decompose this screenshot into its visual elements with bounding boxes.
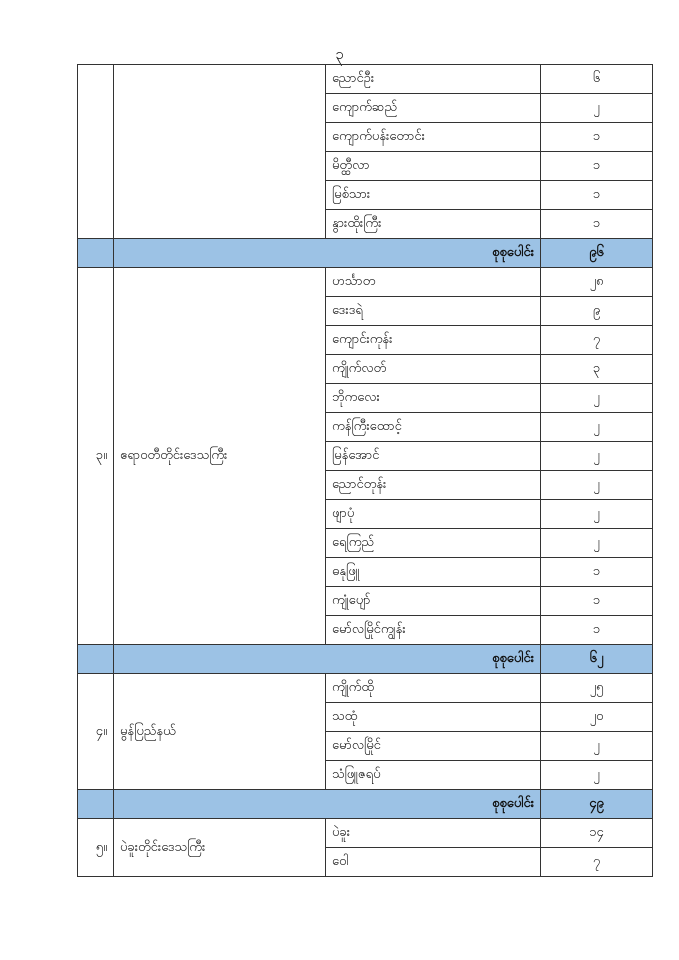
subtotal-label: စုစုပေါင်း [114, 790, 541, 819]
subtotal-value: ၆၂ [541, 645, 653, 674]
township-name: ဒေးဒရဲ [326, 297, 541, 326]
township-count: ၂၈ [541, 268, 653, 297]
table-row [78, 268, 653, 297]
section-number: ၃။ [78, 268, 114, 645]
section-number [78, 65, 114, 239]
township-name: ကန်ကြီးထောင့် [326, 413, 541, 442]
township-name: သံဖြူဇရပ် [326, 761, 541, 790]
township-name: ညောင်ဦး [326, 65, 541, 94]
table-row [78, 819, 653, 848]
township-name: ကျုံပျော် [326, 587, 541, 616]
region-name: ဧရာဝတီတိုင်းဒေသကြီး [114, 268, 326, 645]
page-number: ၃ [335, 45, 344, 63]
subtotal-row [78, 790, 653, 819]
township-name: ကျိုက်ထို [326, 674, 541, 703]
township-count-table [77, 64, 653, 877]
township-count: ၂ [541, 732, 653, 761]
subtotal-value: ၉၆ [541, 239, 653, 268]
township-name: ကျောက်ပန်းတောင်း [326, 123, 541, 152]
township-count: ၂၀ [541, 703, 653, 732]
township-count: ၂ [541, 761, 653, 790]
township-name: ကျောက်ဆည် [326, 94, 541, 123]
subtotal-row [78, 645, 653, 674]
township-count: ၃ [541, 355, 653, 384]
township-count: ၁ [541, 558, 653, 587]
township-name: မြန်အောင် [326, 442, 541, 471]
subtotal-value: ၄၉ [541, 790, 653, 819]
township-name: ဓနုဖြူ [326, 558, 541, 587]
township-count: ၁ [541, 616, 653, 645]
township-name: ပဲခူး [326, 819, 541, 848]
township-name: မိတ္ထီလာ [326, 152, 541, 181]
township-count: ၁ [541, 123, 653, 152]
township-count: ၂ [541, 529, 653, 558]
section-number: ၄။ [78, 674, 114, 790]
township-name: ကျောင်းကုန်း [326, 326, 541, 355]
table-body [78, 65, 653, 877]
region-name: ပဲခူးတိုင်းဒေသကြီး [114, 819, 326, 877]
township-count: ၂ [541, 384, 653, 413]
table-row [78, 674, 653, 703]
township-count: ၂ [541, 500, 653, 529]
township-count: ၁ [541, 587, 653, 616]
township-name: မြစ်သား [326, 181, 541, 210]
subtotal-label: စုစုပေါင်း [114, 239, 541, 268]
township-count: ၉ [541, 297, 653, 326]
subtotal-blank-cell [78, 790, 114, 819]
township-name: မော်လမြိုင် [326, 732, 541, 761]
region-name: မွန်ပြည်နယ် [114, 674, 326, 790]
township-name: ရေကြည် [326, 529, 541, 558]
township-count: ၆ [541, 65, 653, 94]
subtotal-label: စုစုပေါင်း [114, 645, 541, 674]
township-count: ၂ [541, 94, 653, 123]
township-count: ၇ [541, 326, 653, 355]
table-row [78, 65, 653, 94]
township-name: ကျိုက်လတ် [326, 355, 541, 384]
section-number: ၅။ [78, 819, 114, 877]
subtotal-blank-cell [78, 239, 114, 268]
township-count: ၂၅ [541, 674, 653, 703]
subtotal-blank-cell [78, 645, 114, 674]
township-count: ၁၄ [541, 819, 653, 848]
township-name: ညောင်တုန်း [326, 471, 541, 500]
subtotal-row [78, 239, 653, 268]
township-count: ၂ [541, 413, 653, 442]
township-name: ဖျာပုံ [326, 500, 541, 529]
township-name: မော်လမြိုင်ကျွန်း [326, 616, 541, 645]
township-count: ၂ [541, 471, 653, 500]
township-name: ဘိုကလေး [326, 384, 541, 413]
township-count: ၇ [541, 848, 653, 877]
township-count: ၂ [541, 442, 653, 471]
township-name: ဟင်္သာတ [326, 268, 541, 297]
township-name: နွားထိုးကြီး [326, 210, 541, 239]
region-name [114, 65, 326, 239]
township-count: ၁ [541, 181, 653, 210]
township-name: သထုံ [326, 703, 541, 732]
township-name: ဝေါ [326, 848, 541, 877]
township-count: ၁ [541, 210, 653, 239]
township-count: ၁ [541, 152, 653, 181]
